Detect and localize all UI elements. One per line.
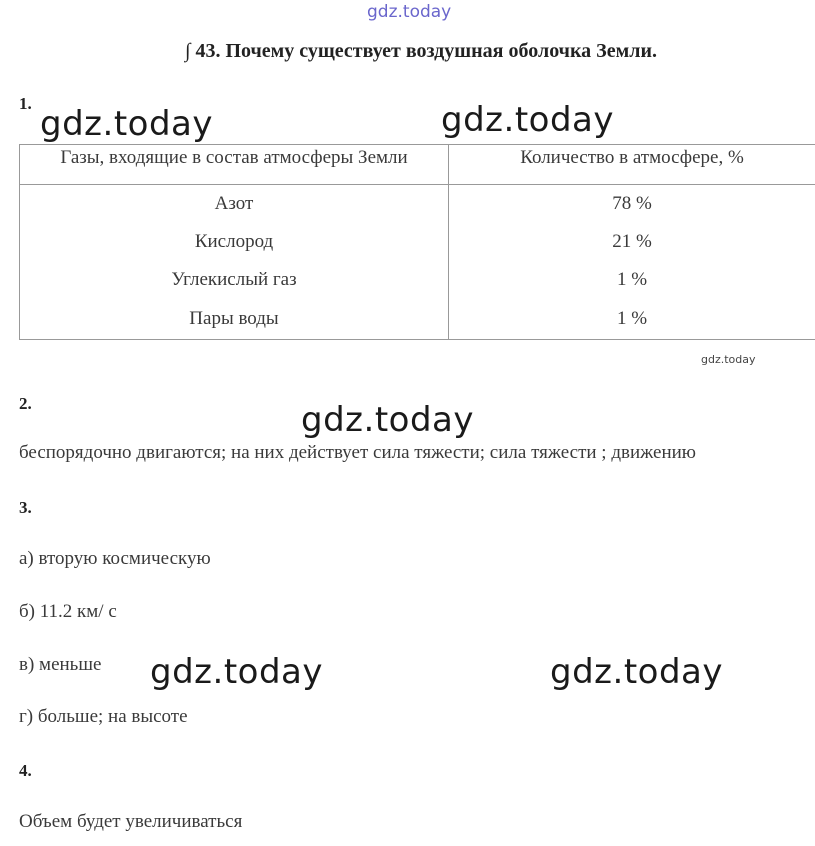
watermark-5: gdz.today bbox=[550, 652, 723, 692]
section-2-text: беспорядочно двигаются; на них действует сила тяжести; сила тяжести ; движению bbox=[19, 442, 696, 463]
table-row bbox=[20, 261, 815, 299]
table-row bbox=[20, 185, 815, 224]
watermark-2: gdz.today bbox=[441, 100, 614, 140]
table-cell-gas: Пары воды bbox=[20, 299, 449, 340]
gases-table bbox=[19, 144, 815, 340]
watermark-1: gdz.today bbox=[40, 104, 213, 144]
section-3-answer-b: б) 11.2 км/ с bbox=[19, 601, 117, 622]
table-cell-amount: 78 % bbox=[612, 193, 652, 214]
section-3-answer-d: г) больше; на высоте bbox=[19, 706, 188, 727]
table-header-amount: Количество в атмосфере, % bbox=[449, 145, 815, 185]
section-3-answer-c: в) меньше bbox=[19, 654, 102, 675]
watermark-3: gdz.today bbox=[301, 400, 474, 440]
section-4-text: Объем будет увеличиваться bbox=[19, 811, 243, 832]
page-title: ∫ 43. Почему существует воздушная оболочка Земли. bbox=[185, 40, 657, 62]
table-cell-gas: Кислород bbox=[20, 223, 449, 261]
table-cell-amount: 1 % bbox=[449, 299, 815, 340]
table-row bbox=[20, 299, 815, 340]
watermark-top: gdz.today bbox=[367, 2, 452, 22]
section-3-number: 3. bbox=[19, 498, 32, 517]
table-header-gas: Газы, входящие в состав атмосферы Земли bbox=[20, 145, 449, 185]
table-header-row bbox=[20, 145, 815, 185]
table-cell-amount: 21 % bbox=[612, 231, 652, 252]
section-3-answer-a: а) вторую космическую bbox=[19, 548, 211, 569]
table-cell-gas: Углекислый газ bbox=[20, 261, 449, 299]
table-cell-amount: 1 % bbox=[616, 269, 648, 290]
watermark-4: gdz.today bbox=[150, 652, 323, 692]
section-4-number: 4. bbox=[19, 761, 32, 780]
table-cell-gas: Азот bbox=[20, 185, 449, 224]
section-2-number: 2. bbox=[19, 394, 32, 413]
table-row bbox=[20, 223, 815, 261]
section-1-number: 1. bbox=[19, 94, 32, 113]
watermark-small: gdz.today bbox=[701, 353, 756, 366]
